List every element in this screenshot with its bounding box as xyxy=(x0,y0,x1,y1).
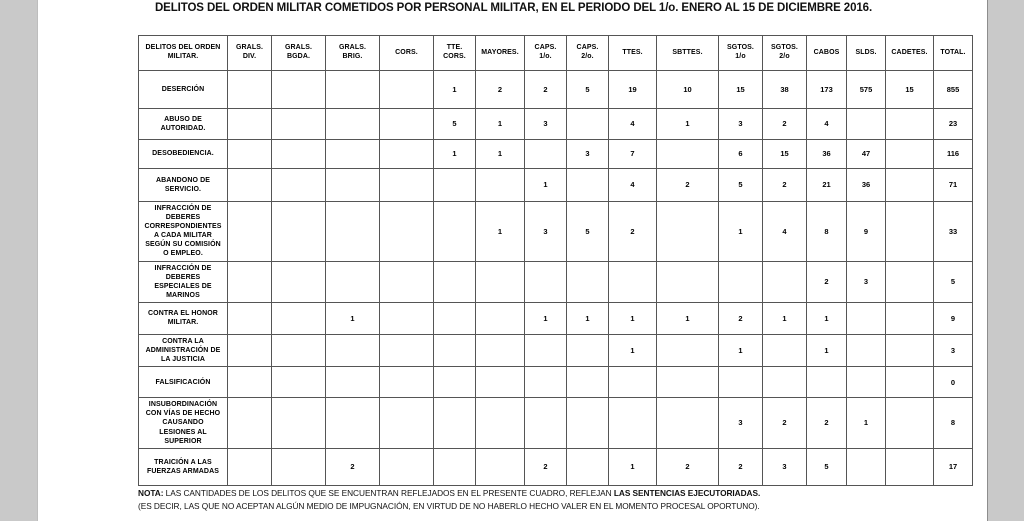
column-header-crime xyxy=(139,36,228,71)
count-cell xyxy=(886,261,934,302)
table-row xyxy=(139,169,973,202)
row-total-cell: 3 xyxy=(934,334,973,366)
count-cell: 1 xyxy=(609,334,657,366)
count-cell: 1 xyxy=(525,302,567,334)
count-cell: 3 xyxy=(525,109,567,140)
row-total-cell: 23 xyxy=(934,109,973,140)
count-cell: 6 xyxy=(719,140,763,169)
count-cell: 2 xyxy=(719,448,763,485)
count-cell xyxy=(567,261,609,302)
count-cell xyxy=(380,367,434,398)
count-cell xyxy=(272,448,326,485)
count-cell: 1 xyxy=(657,302,719,334)
crime-name-line: SUPERIOR xyxy=(164,437,202,445)
count-cell xyxy=(567,367,609,398)
count-cell xyxy=(886,202,934,262)
count-cell xyxy=(326,169,380,202)
count-cell xyxy=(567,334,609,366)
column-header-rank xyxy=(657,36,719,71)
page-title: DELITOS DEL ORDEN MILITAR COMETIDOS POR PERSONAL MILITAR, EN EL PERIODO DEL 1/o. ENERO AL 15 DE DICIEMBRE 2016. xyxy=(154,2,873,14)
count-cell xyxy=(272,367,326,398)
footer-note xyxy=(138,487,938,514)
military-crimes-table-container xyxy=(138,35,966,486)
note-line1-text: LAS CANTIDADES DE LOS DELITOS QUE SE ENCUENTRAN REFLEJADOS EN EL PRESENTE CUADRO, REFLEJAN xyxy=(163,488,614,498)
count-cell: 4 xyxy=(807,109,847,140)
count-cell xyxy=(228,109,272,140)
count-cell xyxy=(525,334,567,366)
column-header-rank xyxy=(476,36,525,71)
count-cell: 4 xyxy=(609,109,657,140)
count-cell: 2 xyxy=(763,398,807,448)
crime-name-line: MARINOS xyxy=(166,291,200,299)
crime-name-cell xyxy=(139,71,228,109)
count-cell xyxy=(847,302,886,334)
count-cell xyxy=(228,448,272,485)
count-cell xyxy=(380,448,434,485)
count-cell: 2 xyxy=(609,202,657,262)
crime-name-line: CONTRA LA xyxy=(162,337,204,345)
count-cell xyxy=(228,261,272,302)
crime-name-line: LA JUSTICIA xyxy=(160,356,205,364)
column-header-line: 2/o. xyxy=(581,53,594,60)
count-cell xyxy=(434,169,476,202)
count-cell xyxy=(272,140,326,169)
count-cell xyxy=(847,334,886,366)
table-header-row xyxy=(139,36,973,71)
column-header-line: 2/o xyxy=(779,53,790,60)
count-cell: 19 xyxy=(609,71,657,109)
crime-name-cell xyxy=(139,398,228,448)
count-cell: 47 xyxy=(847,140,886,169)
row-total-cell: 71 xyxy=(934,169,973,202)
count-cell xyxy=(380,71,434,109)
count-cell xyxy=(434,261,476,302)
count-cell: 2 xyxy=(807,398,847,448)
column-header-line: CAPS. xyxy=(534,44,557,52)
count-cell: 173 xyxy=(807,71,847,109)
count-cell: 3 xyxy=(719,398,763,448)
count-cell xyxy=(272,334,326,366)
table-row xyxy=(139,261,973,302)
count-cell: 1 xyxy=(763,302,807,334)
table-header xyxy=(139,36,973,71)
count-cell xyxy=(657,398,719,448)
crime-name-line: A CADA MILITAR xyxy=(154,232,212,240)
count-cell xyxy=(657,202,719,262)
count-cell: 15 xyxy=(886,71,934,109)
count-cell xyxy=(886,140,934,169)
crime-name-line: DEBERES xyxy=(165,214,201,222)
table-row xyxy=(139,109,973,140)
column-header-line: MAYORES. xyxy=(481,48,519,56)
crime-name-cell xyxy=(139,334,228,366)
count-cell: 10 xyxy=(657,71,719,109)
crime-name-line: ABUSO DE xyxy=(164,115,202,123)
count-cell: 1 xyxy=(609,448,657,485)
column-header-line: GRALS. xyxy=(338,44,367,52)
count-cell: 2 xyxy=(719,302,763,334)
count-cell xyxy=(272,169,326,202)
crime-name-line: TRAICIÓN A LAS xyxy=(154,458,212,466)
table-row xyxy=(139,448,973,485)
count-cell xyxy=(434,302,476,334)
count-cell: 36 xyxy=(847,169,886,202)
count-cell xyxy=(380,334,434,366)
table-body xyxy=(139,71,973,486)
count-cell: 36 xyxy=(807,140,847,169)
crime-name-cell xyxy=(139,261,228,302)
count-cell: 9 xyxy=(847,202,886,262)
count-cell xyxy=(380,302,434,334)
count-cell: 575 xyxy=(847,71,886,109)
count-cell xyxy=(476,448,525,485)
count-cell: 2 xyxy=(326,448,380,485)
table-row xyxy=(139,140,973,169)
count-cell: 2 xyxy=(763,169,807,202)
column-header-rank xyxy=(567,36,609,71)
count-cell xyxy=(567,169,609,202)
count-cell xyxy=(657,367,719,398)
column-header-line: 1/o. xyxy=(539,53,552,60)
column-header-rank xyxy=(380,36,434,71)
count-cell xyxy=(476,334,525,366)
crime-name-line: ABANDONO DE xyxy=(156,176,210,184)
count-cell xyxy=(476,261,525,302)
crime-name-line: SERVICIO. xyxy=(164,186,202,193)
crime-name-line: CONTRA EL HONOR xyxy=(148,310,218,318)
count-cell: 4 xyxy=(609,169,657,202)
crime-name-cell xyxy=(139,202,228,262)
count-cell xyxy=(380,202,434,262)
count-cell: 1 xyxy=(567,302,609,334)
column-header-line: TTES. xyxy=(622,48,643,56)
count-cell xyxy=(228,302,272,334)
count-cell: 2 xyxy=(807,261,847,302)
count-cell xyxy=(886,109,934,140)
count-cell xyxy=(525,140,567,169)
column-header-rank xyxy=(272,36,326,71)
count-cell xyxy=(807,367,847,398)
crime-name-cell xyxy=(139,302,228,334)
count-cell xyxy=(434,398,476,448)
count-cell xyxy=(567,448,609,485)
count-cell: 2 xyxy=(476,71,525,109)
count-cell xyxy=(434,367,476,398)
count-cell xyxy=(609,367,657,398)
count-cell: 1 xyxy=(434,71,476,109)
count-cell xyxy=(847,448,886,485)
count-cell: 5 xyxy=(434,109,476,140)
table-row xyxy=(139,71,973,109)
crime-name-line: FUERZAS ARMADAS xyxy=(146,467,220,475)
count-cell xyxy=(609,261,657,302)
count-cell xyxy=(847,109,886,140)
column-header-line: DELITOS DEL ORDEN xyxy=(145,44,221,52)
column-header-line: SGTOS. xyxy=(771,44,798,52)
count-cell xyxy=(380,169,434,202)
count-cell xyxy=(272,109,326,140)
count-cell: 1 xyxy=(657,109,719,140)
count-cell xyxy=(886,448,934,485)
crime-name-line: DESOBEDIENCIA. xyxy=(152,150,214,158)
count-cell xyxy=(272,302,326,334)
count-cell xyxy=(326,398,380,448)
count-cell: 1 xyxy=(476,109,525,140)
count-cell xyxy=(719,261,763,302)
note-line2: (ES DECIR, LAS QUE NO ACEPTAN ALGÚN MEDIO DE IMPUGNACIÓN, EN VIRTUD DE NO HABERLO HECHO VALER EN EL MOMENTO PROCESAL OPORTUNO). xyxy=(138,501,760,512)
count-cell xyxy=(228,334,272,366)
count-cell xyxy=(476,169,525,202)
column-header-rank xyxy=(434,36,476,71)
table-row xyxy=(139,302,973,334)
column-header-rank xyxy=(886,36,934,71)
count-cell xyxy=(228,398,272,448)
count-cell xyxy=(567,398,609,448)
count-cell: 1 xyxy=(807,334,847,366)
column-header-line: TOTAL. xyxy=(940,48,966,56)
count-cell xyxy=(886,367,934,398)
column-header-rank xyxy=(763,36,807,71)
table-row xyxy=(139,334,973,366)
count-cell xyxy=(719,367,763,398)
crime-name-line: CORRESPONDIENTES xyxy=(144,223,222,231)
count-cell: 2 xyxy=(525,71,567,109)
count-cell: 1 xyxy=(807,302,847,334)
column-header-line: BRIG. xyxy=(342,53,363,60)
column-header-line: CADETES. xyxy=(891,48,928,56)
count-cell: 3 xyxy=(847,261,886,302)
count-cell: 38 xyxy=(763,71,807,109)
row-total-cell: 855 xyxy=(934,71,973,109)
count-cell: 2 xyxy=(657,169,719,202)
count-cell: 1 xyxy=(476,140,525,169)
column-header-line: CAPS. xyxy=(576,44,599,52)
count-cell xyxy=(525,261,567,302)
column-header-rank xyxy=(719,36,763,71)
count-cell: 3 xyxy=(719,109,763,140)
count-cell xyxy=(657,140,719,169)
row-total-cell: 116 xyxy=(934,140,973,169)
count-cell xyxy=(525,398,567,448)
count-cell: 1 xyxy=(434,140,476,169)
row-total-cell: 33 xyxy=(934,202,973,262)
count-cell: 5 xyxy=(807,448,847,485)
count-cell: 1 xyxy=(719,334,763,366)
count-cell xyxy=(228,367,272,398)
row-total-cell: 0 xyxy=(934,367,973,398)
count-cell xyxy=(886,334,934,366)
count-cell xyxy=(609,398,657,448)
crime-name-line: CON VÍAS DE HECHO xyxy=(145,410,221,418)
count-cell xyxy=(228,140,272,169)
column-header-rank xyxy=(934,36,973,71)
count-cell xyxy=(228,71,272,109)
table-row xyxy=(139,398,973,448)
crime-name-line: ESPECIALES DE xyxy=(154,282,212,290)
count-cell: 3 xyxy=(567,140,609,169)
count-cell xyxy=(434,202,476,262)
count-cell xyxy=(326,367,380,398)
column-header-line: BGDA. xyxy=(286,53,311,60)
crime-name-line: INFRACCIÓN DE xyxy=(154,205,212,212)
column-header-rank xyxy=(847,36,886,71)
count-cell: 1 xyxy=(719,202,763,262)
count-cell xyxy=(434,448,476,485)
column-header-line: SLDS. xyxy=(855,48,877,56)
count-cell: 2 xyxy=(525,448,567,485)
crime-name-line: SEGÚN SU COMISIÓN xyxy=(145,241,221,249)
count-cell: 1 xyxy=(326,302,380,334)
crime-name-line: ADMINISTRACIÓN DE xyxy=(145,347,221,355)
military-crimes-table xyxy=(138,35,973,486)
column-header-line: CORS. xyxy=(443,53,466,60)
count-cell: 5 xyxy=(567,202,609,262)
crime-name-cell xyxy=(139,109,228,140)
crime-name-line: MILITAR. xyxy=(167,319,199,327)
count-cell xyxy=(326,71,380,109)
count-cell xyxy=(886,398,934,448)
row-total-cell: 8 xyxy=(934,398,973,448)
column-header-line: SBTTES. xyxy=(672,48,703,56)
count-cell xyxy=(272,261,326,302)
column-header-line: GRALS. xyxy=(284,44,313,52)
count-cell xyxy=(326,140,380,169)
crime-name-line: DEBERES xyxy=(165,273,201,281)
count-cell xyxy=(434,334,476,366)
count-cell xyxy=(272,398,326,448)
count-cell xyxy=(476,302,525,334)
column-header-rank xyxy=(228,36,272,71)
crime-name-cell xyxy=(139,140,228,169)
crime-name-cell xyxy=(139,169,228,202)
count-cell: 15 xyxy=(763,140,807,169)
column-header-line: DIV. xyxy=(242,53,257,60)
count-cell: 1 xyxy=(476,202,525,262)
count-cell: 15 xyxy=(719,71,763,109)
note-line1-emphasis: LAS SENTENCIAS EJECUTORIADAS. xyxy=(613,488,761,498)
count-cell xyxy=(763,261,807,302)
column-header-line: GRALS. xyxy=(235,44,264,52)
count-cell xyxy=(228,202,272,262)
count-cell: 3 xyxy=(763,448,807,485)
count-cell xyxy=(476,398,525,448)
count-cell: 1 xyxy=(525,169,567,202)
count-cell xyxy=(380,261,434,302)
count-cell xyxy=(272,202,326,262)
count-cell: 2 xyxy=(763,109,807,140)
crime-name-line: DESERCIÓN xyxy=(161,85,205,93)
count-cell: 5 xyxy=(567,71,609,109)
count-cell xyxy=(380,398,434,448)
count-cell: 1 xyxy=(847,398,886,448)
count-cell xyxy=(657,261,719,302)
count-cell xyxy=(525,367,567,398)
column-header-line: MILITAR. xyxy=(167,53,199,60)
count-cell xyxy=(326,202,380,262)
count-cell xyxy=(326,261,380,302)
column-header-rank xyxy=(525,36,567,71)
row-total-cell: 5 xyxy=(934,261,973,302)
count-cell xyxy=(380,140,434,169)
count-cell: 7 xyxy=(609,140,657,169)
count-cell xyxy=(476,367,525,398)
column-header-line: CABOS xyxy=(813,48,840,56)
count-cell xyxy=(886,169,934,202)
column-header-rank xyxy=(807,36,847,71)
crime-name-line: CAUSANDO xyxy=(162,419,204,427)
crime-name-cell xyxy=(139,367,228,398)
count-cell: 4 xyxy=(763,202,807,262)
crime-name-line: O EMPLEO. xyxy=(163,250,203,258)
column-header-line: TTE. xyxy=(446,44,463,52)
count-cell: 8 xyxy=(807,202,847,262)
column-header-line: SGTOS. xyxy=(727,44,754,52)
column-header-line: 1/o xyxy=(735,53,746,60)
column-header-line: CORS. xyxy=(395,48,418,56)
table-row xyxy=(139,202,973,262)
row-total-cell: 17 xyxy=(934,448,973,485)
crime-name-line: AUTORIDAD. xyxy=(160,125,206,132)
column-header-rank xyxy=(326,36,380,71)
count-cell xyxy=(380,109,434,140)
count-cell: 2 xyxy=(657,448,719,485)
crime-name-cell xyxy=(139,448,228,485)
row-total-cell: 9 xyxy=(934,302,973,334)
table-row xyxy=(139,367,973,398)
note-label: NOTA: xyxy=(138,488,164,498)
column-header-rank xyxy=(609,36,657,71)
document-page xyxy=(37,0,988,521)
count-cell xyxy=(326,334,380,366)
count-cell xyxy=(847,367,886,398)
crime-name-line: INFRACCIÓN DE xyxy=(154,264,212,272)
crime-name-line: LESIONES AL xyxy=(159,428,207,436)
count-cell: 5 xyxy=(719,169,763,202)
count-cell xyxy=(763,367,807,398)
count-cell: 1 xyxy=(609,302,657,334)
count-cell xyxy=(763,334,807,366)
crime-name-line: INSUBORDINACIÓN xyxy=(148,401,218,409)
count-cell xyxy=(326,109,380,140)
crime-name-line: FALSIFICACIÓN xyxy=(155,378,211,386)
count-cell xyxy=(657,334,719,366)
count-cell: 3 xyxy=(525,202,567,262)
count-cell xyxy=(228,169,272,202)
count-cell: 21 xyxy=(807,169,847,202)
count-cell xyxy=(272,71,326,109)
count-cell xyxy=(886,302,934,334)
count-cell xyxy=(567,109,609,140)
